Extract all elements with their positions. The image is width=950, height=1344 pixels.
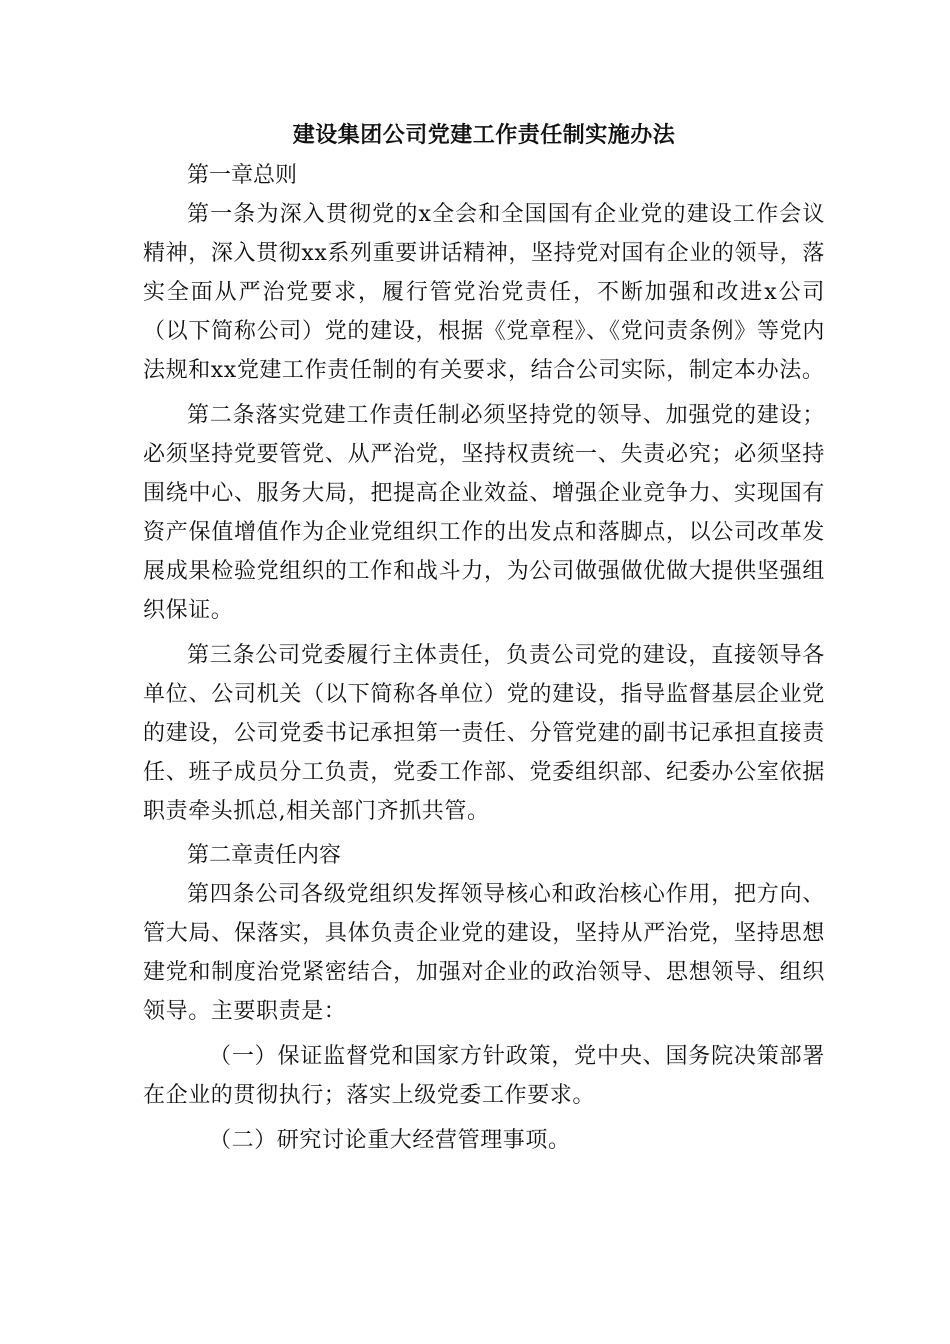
list-item-1: （一）保证监督党和国家方针政策，党中央、国务院决策部署在企业的贯彻执行；落实上级党委工作要求。 bbox=[143, 1044, 825, 1108]
list-item-2: （二）研究讨论重大经营管理事项。 bbox=[209, 1128, 571, 1153]
chapter-heading-2: 第二章责任内容 bbox=[187, 843, 342, 868]
article-1: 第一条为深入贯彻党的x全会和全国国有企业党的建设工作会议精神，深入贯彻xx系列重要讲话精神，坚持党对国有企业的领导，落实全面从严治党要求，履行管党治党责任，不断加强和改进x公司（以下简称公司）党的建设，根据《党章程》、《党问责条例》等党内法规和xx党建工作责任制的有关要求，结合公司实际，制定本办法。 bbox=[143, 202, 825, 383]
document-title: 建设集团公司党建工作责任制实施办法 bbox=[292, 122, 676, 148]
article-4: 第四条公司各级党组织发挥领导核心和政治核心作用，把方向、管大局、保落实，具体负责企业党的建设，坚持从严治党，坚持思想建党和制度治党紧密结合，加强对企业的政治领导、思想领导、组织领导。主要职责是： bbox=[143, 882, 825, 1024]
article-2: 第二条落实党建工作责任制必须坚持党的领导、加强党的建设；必须坚持党要管党、从严治党，坚持权责统一、失责必究；必须坚持围绕中心、服务大局，把提高企业效益、增强企业竞争力、实现国有资产保值增值作为企业党组织工作的出发点和落脚点，以公司改革发展成果检验党组织的工作和战斗力，为公司做强做优做大提供坚强组织保证。 bbox=[143, 403, 825, 623]
article-3: 第三条公司党委履行主体责任，负责公司党的建设，直接领导各单位、公司机关（以下简称各单位）党的建设，指导监督基层企业党的建设，公司党委书记承担第一责任、分管党建的副书记承担直接责任、班子成员分工负责，党委工作部、党委组织部、纪委办公室依据职责牵头抓总,相关部门齐抓共管。 bbox=[143, 643, 825, 824]
document-body bbox=[143, 117, 825, 1166]
chapter-heading-1: 第一章总则 bbox=[187, 163, 298, 188]
